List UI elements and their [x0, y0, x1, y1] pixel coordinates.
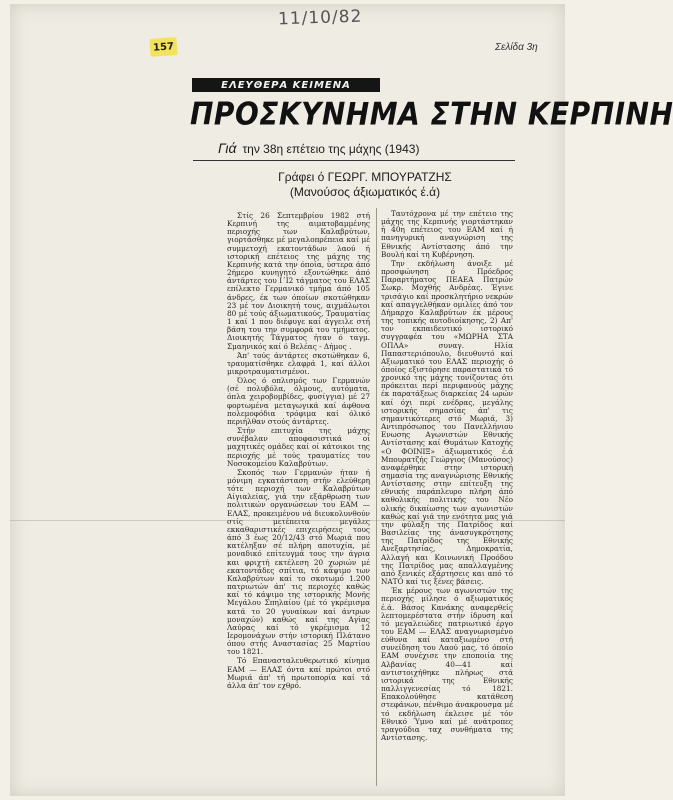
paper-fold-line — [10, 520, 565, 521]
header-rule — [193, 160, 515, 161]
byline-author: Γράφει ό ΓΕΩΡΓ. ΜΠΟΥΡΑΤΖΗΣ — [278, 170, 452, 184]
paragraph: Σκοπός των Γερμανών ήταν ή μόνιμη εγκατάσταση στήν ελεύθερη τότε περιοχή των Καλαβρύτων Αίγιαλείας, γιά την εξάρθρωση των πολιτικών οργανώσεων του ΕΑΜ — ΕΛΑΣ, προκειμένου νά διευκολυνθούν στίς μετέπειτα μεγάλες εκκαθαριστικές επιχειρήσεις τους άπό 3 έως 20/12/43 στό Μωριά που κατέληξαν σέ πλήρη αποτυχία, μέ μοναδικό επίτευγμά τους την άγρια και φριχτή εκτέλεση 20 χωριών μέ εκατοντάδες σπίτια, τό κάψιμο των Καλαβρύτων καί το σκοτωμό 1.200 πατριωτών άπ' τις περιοχές καθώς καί τό κάψιμο της ιστορικής Μονής Μεγάλου Σπηλαίου (μέ τό γκρέμισμα κατά το 20 γυναίκων καί άντρων μοναχών) καθώς καί της Αγίας Λαύρας καί τό γκρέμισμα 12 Ιερομονάχων στήν ιστορική Πλάτανο όπου στής Αναστασίας 25 Μαρτίου του 1821. — [227, 467, 370, 657]
paragraph: Στίς 26 Σεπτεμβρίου 1982 στή Κερπινή της αιματοβαμμένης περιοχής των Καλαβρύτων, γιορτάσθηκε μέ μεγαλοπρέπεια καί μέ συμμετοχή εκατοντάδων λαού ή ιστορική επέτειος της μάχης της Κερπινής κατά την όποία, ύστερα άπό 2ήμερο κυνηγητό εξοντώθηκε άπό άντάρτες του Ι΄Ι2 τάγματος του ΕΛΑΣ επίλεκτο Γερμανικό τμήμα άπό 105 άνδρες, έκ των όποίων σκοτώθηκαν 23 μέ τον Διοικητή τους, αιχμάλωτοι 80 μέ τούς άξιωματικούς, Τραυματίας 1 καί 1 που διέφυγε καί άγγειλε στή βάση του την συμφορά του τμήματος. Διοικητής Τάγματος ήταν ό ταγμ. Σμαηνικός καί ό Βελέας - Δήμος . — [227, 211, 370, 351]
paragraph: Την εκδήλωση άνοιξε μέ προσφώνηση ό Πρόεδρος Παραρτήματος ΠΕΑΕΑ Πατρών Σωκρ. Μοχθής Ανδρέας. Έγινε τρισάγιο καί προσκλητήριο νεκρών καί απαγγελθήκαν ομιλίες άπό τον Δήμαρχο Καλαβρύτων έκ μέρους της τοπικής αυτοδιοίκησης, 2) Απ' τον εκπαιδευτικό ιστορικό συγγραφέα του «ΜΩΡΗΑ ΣΤΑ ΟΠΛΑ» συναγ. Ηλία Παπαστεριόπουλο, διευθυντό καί Αξιωματικό του ΕΛΑΣ περιοχής ό όποίος εξιστόρησε παραστατικά τό χρονικό της μάχης τονίζοντας ότι πρόκειται περί περιφανούς μάχης έκ παρατάξεως διαρκείας 24 ωρών καί όχι περί ενέδρας, μεγάλης ιστορικής σημασίας άπ' τις σημαντικότερες στό Μωριά, 3) Αντιπρόσωπος του Πανελλήνιου Ενωσης Αγωνιστών Εθνικής Αντίστασης καί Θυμάτων Κατοχής «Ο ΦΟΙΝΙΞ» άξιωματικός έ.ά Μπουρατζής Γεώργιος (Μανούσος) αναφέρθηκε στην ιστορική σημασία της αναγνώρισης Εθνικής Αντίστασης στην επίτευξη της εθνικής παράπλευρο πλήρη άπό καθολικής πολιτικής του Νέο ολικής δικαίωσης των αγωνιστών καθώς καί γιά την ενότητα μας γιά την φύλαξη της Πατρίδος καί Βασιλείας της άνασυγκρότησης της Πατρίδος της Εθνικής Ανεξαρτησίας, Δημοκρατία, Αλλαγή και Κοινωνική Προόδου της Πατρίδος μας απαλλαγμένης από ξενικές εξάρτησεις και από τό ΝΑΤΟ καί τις ξένες βάσεις. — [381, 258, 513, 587]
article-title: ΠΡΟΣΚΥΝΗΜΑ ΣΤΗΝ ΚΕΡΠΙΝΗ — [190, 96, 673, 133]
handwritten-date: 11/10/82 — [277, 6, 363, 30]
page-number: Σελίδα 3η — [495, 42, 538, 53]
paragraph: Ταυτόχρονα μέ την επέτειο της μάχης της Κερπινής γιορτάστηκαν ή 40η επέτειος του ΕΑΜ καί ή πανηγυρική αναγνώριση της Εθνικής Αντίστασης άπό την Βουλή καί τη Κυβέρνηση. — [381, 209, 513, 259]
paragraph: Έκ μέρους των αγωνιστών της περιοχής μίλησε ό αξιωματικός έ.ά. Βάσος Κανάκης αναφερθείς λεπτομερέστατα στήν ίδρυση καί τό μεγαλειώδες πατριωτικό έργο του ΕΑΜ — ΕΛΑΣ αναγνωρισμένο εύθυνα καί καταξιωμένο στή συνείδηση του Λαού μας, τό όποίο ΕΑΜ συνέχισε την εποποιία της Αλβανίας 40—41 καί αντιστοιχήθηκε πλήρως στά ιστορικά της Εθνικής παλλιγγενεσίας τό 1821. Επακολούθησε κατάθεση στεφάνων, πένθιμο άνακρουσμα μέ τό εκδήλωση έκλεισε μέ τόν Εθνικό Ύμνο καί μέ ανάτροπες τραγούδια ταχ συνθήματα της Αντίστασης. — [381, 586, 513, 742]
subtitle-lead: Γιά — [218, 140, 237, 156]
paragraph: Στήν επιτυχία της μάχης συνέβαλαν αποφασιστικά οί μαχητικές ομάδες καί οί κάτοικοι της περιοχής μέ τούς τραυματίες του Νοσοκομείου Καλαβρύτων. — [227, 426, 370, 468]
article-column-left — [227, 212, 370, 691]
subtitle-text: την 38η επέτειο της μάχης (1943) — [242, 142, 420, 156]
paragraph: Άπ' τούς άντάρτες σκοτώθηκαν 6, τραυματίσθηκε ελαφρά 1, καί άλλοι μικροτραυματισμένοι. — [227, 350, 370, 376]
article-column-right — [381, 210, 513, 743]
paragraph: Όλος ό οπλισμός των Γερμανών (σέ πολυβόλα, όλμους, αυτόματα, όπλα χειροβομβίδες, φυσίγγια) μέ 27 φορτωμένα μεταγωγικά καί άφθονα πολεμοφόδια τρόφιμα καί όλικό περιήλθαν στούς άντάρτες. — [227, 376, 370, 426]
archive-sticker: 157 — [149, 37, 177, 57]
article-subtitle — [218, 140, 518, 156]
paragraph: Τό Επανασταλευθερωτικό κίνημα ΕΑΜ — ΕΛΑΣ όντα καί πρώτοι στό Μωριά άπ' τή πρωτοπορία καί τά άλλα άπ' τον εχθρό. — [227, 656, 370, 690]
column-divider — [376, 208, 377, 786]
byline-role: (Μανούσος άξιωματικός έ.ά) — [289, 185, 441, 199]
section-kicker: ΕΛΕΥΘΕΡΑ ΚΕΙΜΕΝΑ — [192, 78, 380, 92]
byline — [215, 170, 515, 200]
